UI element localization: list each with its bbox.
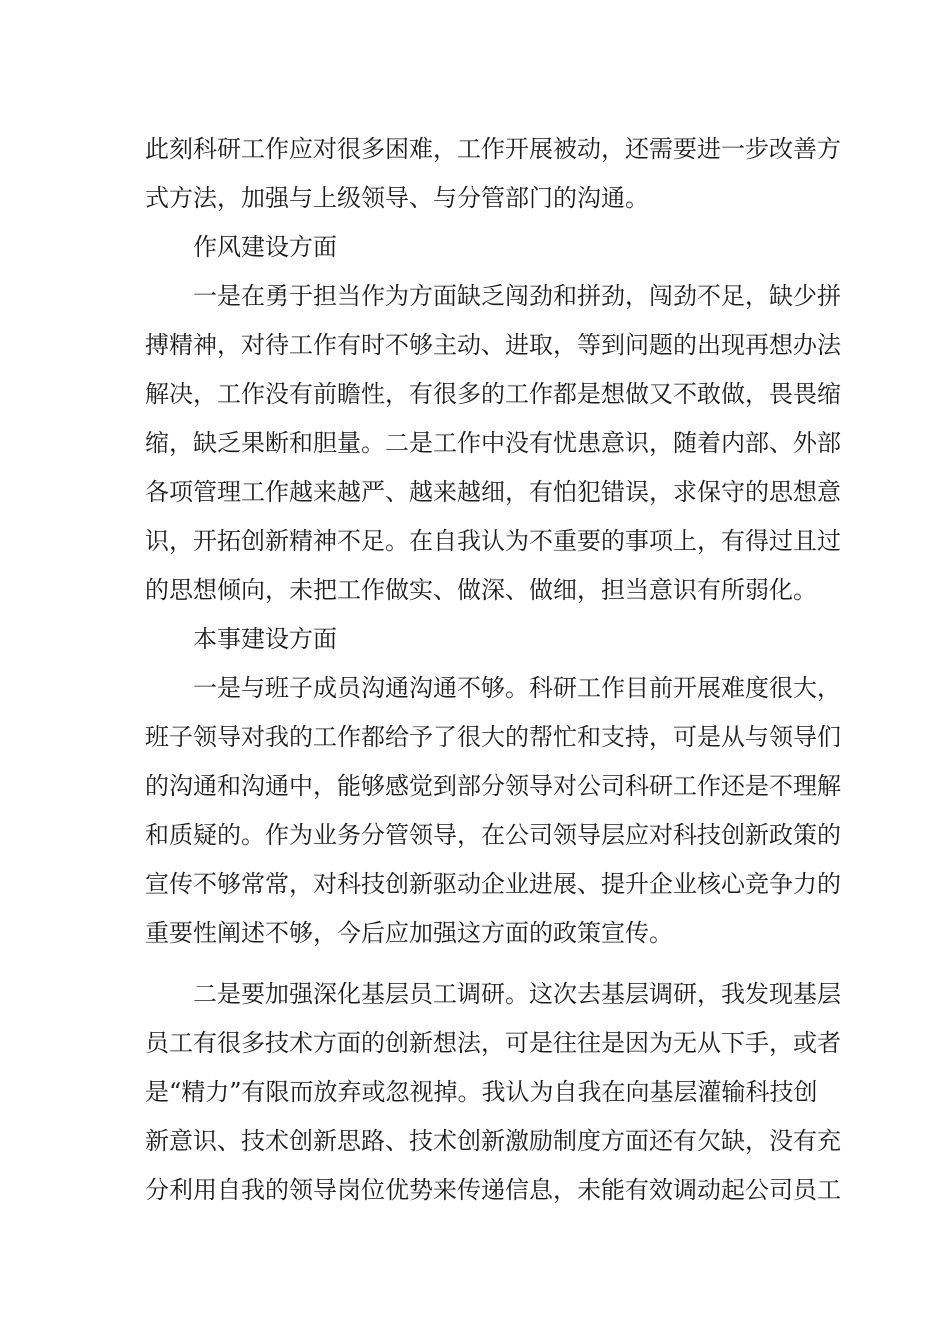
text-line: 一是与班子成员沟通沟通不够。科研工作目前开展难度很大， [193, 674, 841, 702]
text-line: 识，开拓创新精神不足。在自我认为不重要的事项上，有得过且过 [145, 527, 841, 555]
text-line: 一是在勇于担当作为方面缺乏闯劲和拼劲，闯劲不足，缺少拼 [193, 282, 841, 310]
text-line: 解决，工作没有前瞻性，有很多的工作都是想做又不敢做，畏畏缩 [145, 380, 841, 408]
text-line: 和质疑的。作为业务分管领导，在公司领导层应对科技创新政策的 [145, 821, 841, 849]
text-line: 分利用自我的领导岗位优势来传递信息，未能有效调动起公司员工 [145, 1176, 841, 1204]
paragraph-ability-two [145, 970, 841, 1215]
text-line: 式方法，加强与上级领导、与分管部门的沟通。 [145, 184, 649, 212]
section-heading-ability: 本事建设方面 [193, 625, 337, 653]
text-line: 各项管理工作越来越严、越来越细，有怕犯错误，求保守的思想意 [145, 478, 841, 506]
document-body [145, 125, 841, 1215]
paragraph-work-style [145, 272, 841, 615]
paragraph-ability-one [145, 664, 841, 958]
paragraph-spacer [145, 958, 807, 970]
text-line: 的沟通和沟通中，能够感觉到部分领导对公司科研工作还是不理解 [145, 772, 841, 800]
text-line: 二是要加强深化基层员工调研。这次去基层调研，我发现基层 [193, 980, 841, 1008]
section-heading-work-style: 作风建设方面 [193, 233, 337, 261]
text-line: 搏精神，对待工作有时不够主动、进取，等到问题的出现再想办法 [145, 331, 841, 359]
text-line: 员工有很多技术方面的创新想法，可是往往是因为无从下手，或者 [145, 1029, 841, 1057]
text-line: 新意识、技术创新思路、技术创新激励制度方面还有欠缺，没有充 [145, 1127, 841, 1155]
text-line: 的思想倾向，未把工作做实、做深、做细，担当意识有所弱化。 [145, 576, 817, 604]
text-line: 班子领导对我的工作都给予了很大的帮忙和支持，可是从与领导们 [145, 723, 841, 751]
text-line: 重要性阐述不够，今后应加强这方面的政策宣传。 [145, 919, 673, 947]
text-line: 是“精力”有限而放弃或忽视掉。我认为自我在向基层灌输科技创 [145, 1078, 818, 1106]
text-line: 宣传不够常常，对科技创新驱动企业进展、提升企业核心竞争力的 [145, 870, 841, 898]
text-line: 此刻科研工作应对很多困难，工作开展被动，还需要进一步改善方 [145, 135, 841, 163]
paragraph-continuation [145, 125, 841, 223]
text-line: 缩，缺乏果断和胆量。二是工作中没有忧患意识，随着内部、外部 [145, 429, 841, 457]
